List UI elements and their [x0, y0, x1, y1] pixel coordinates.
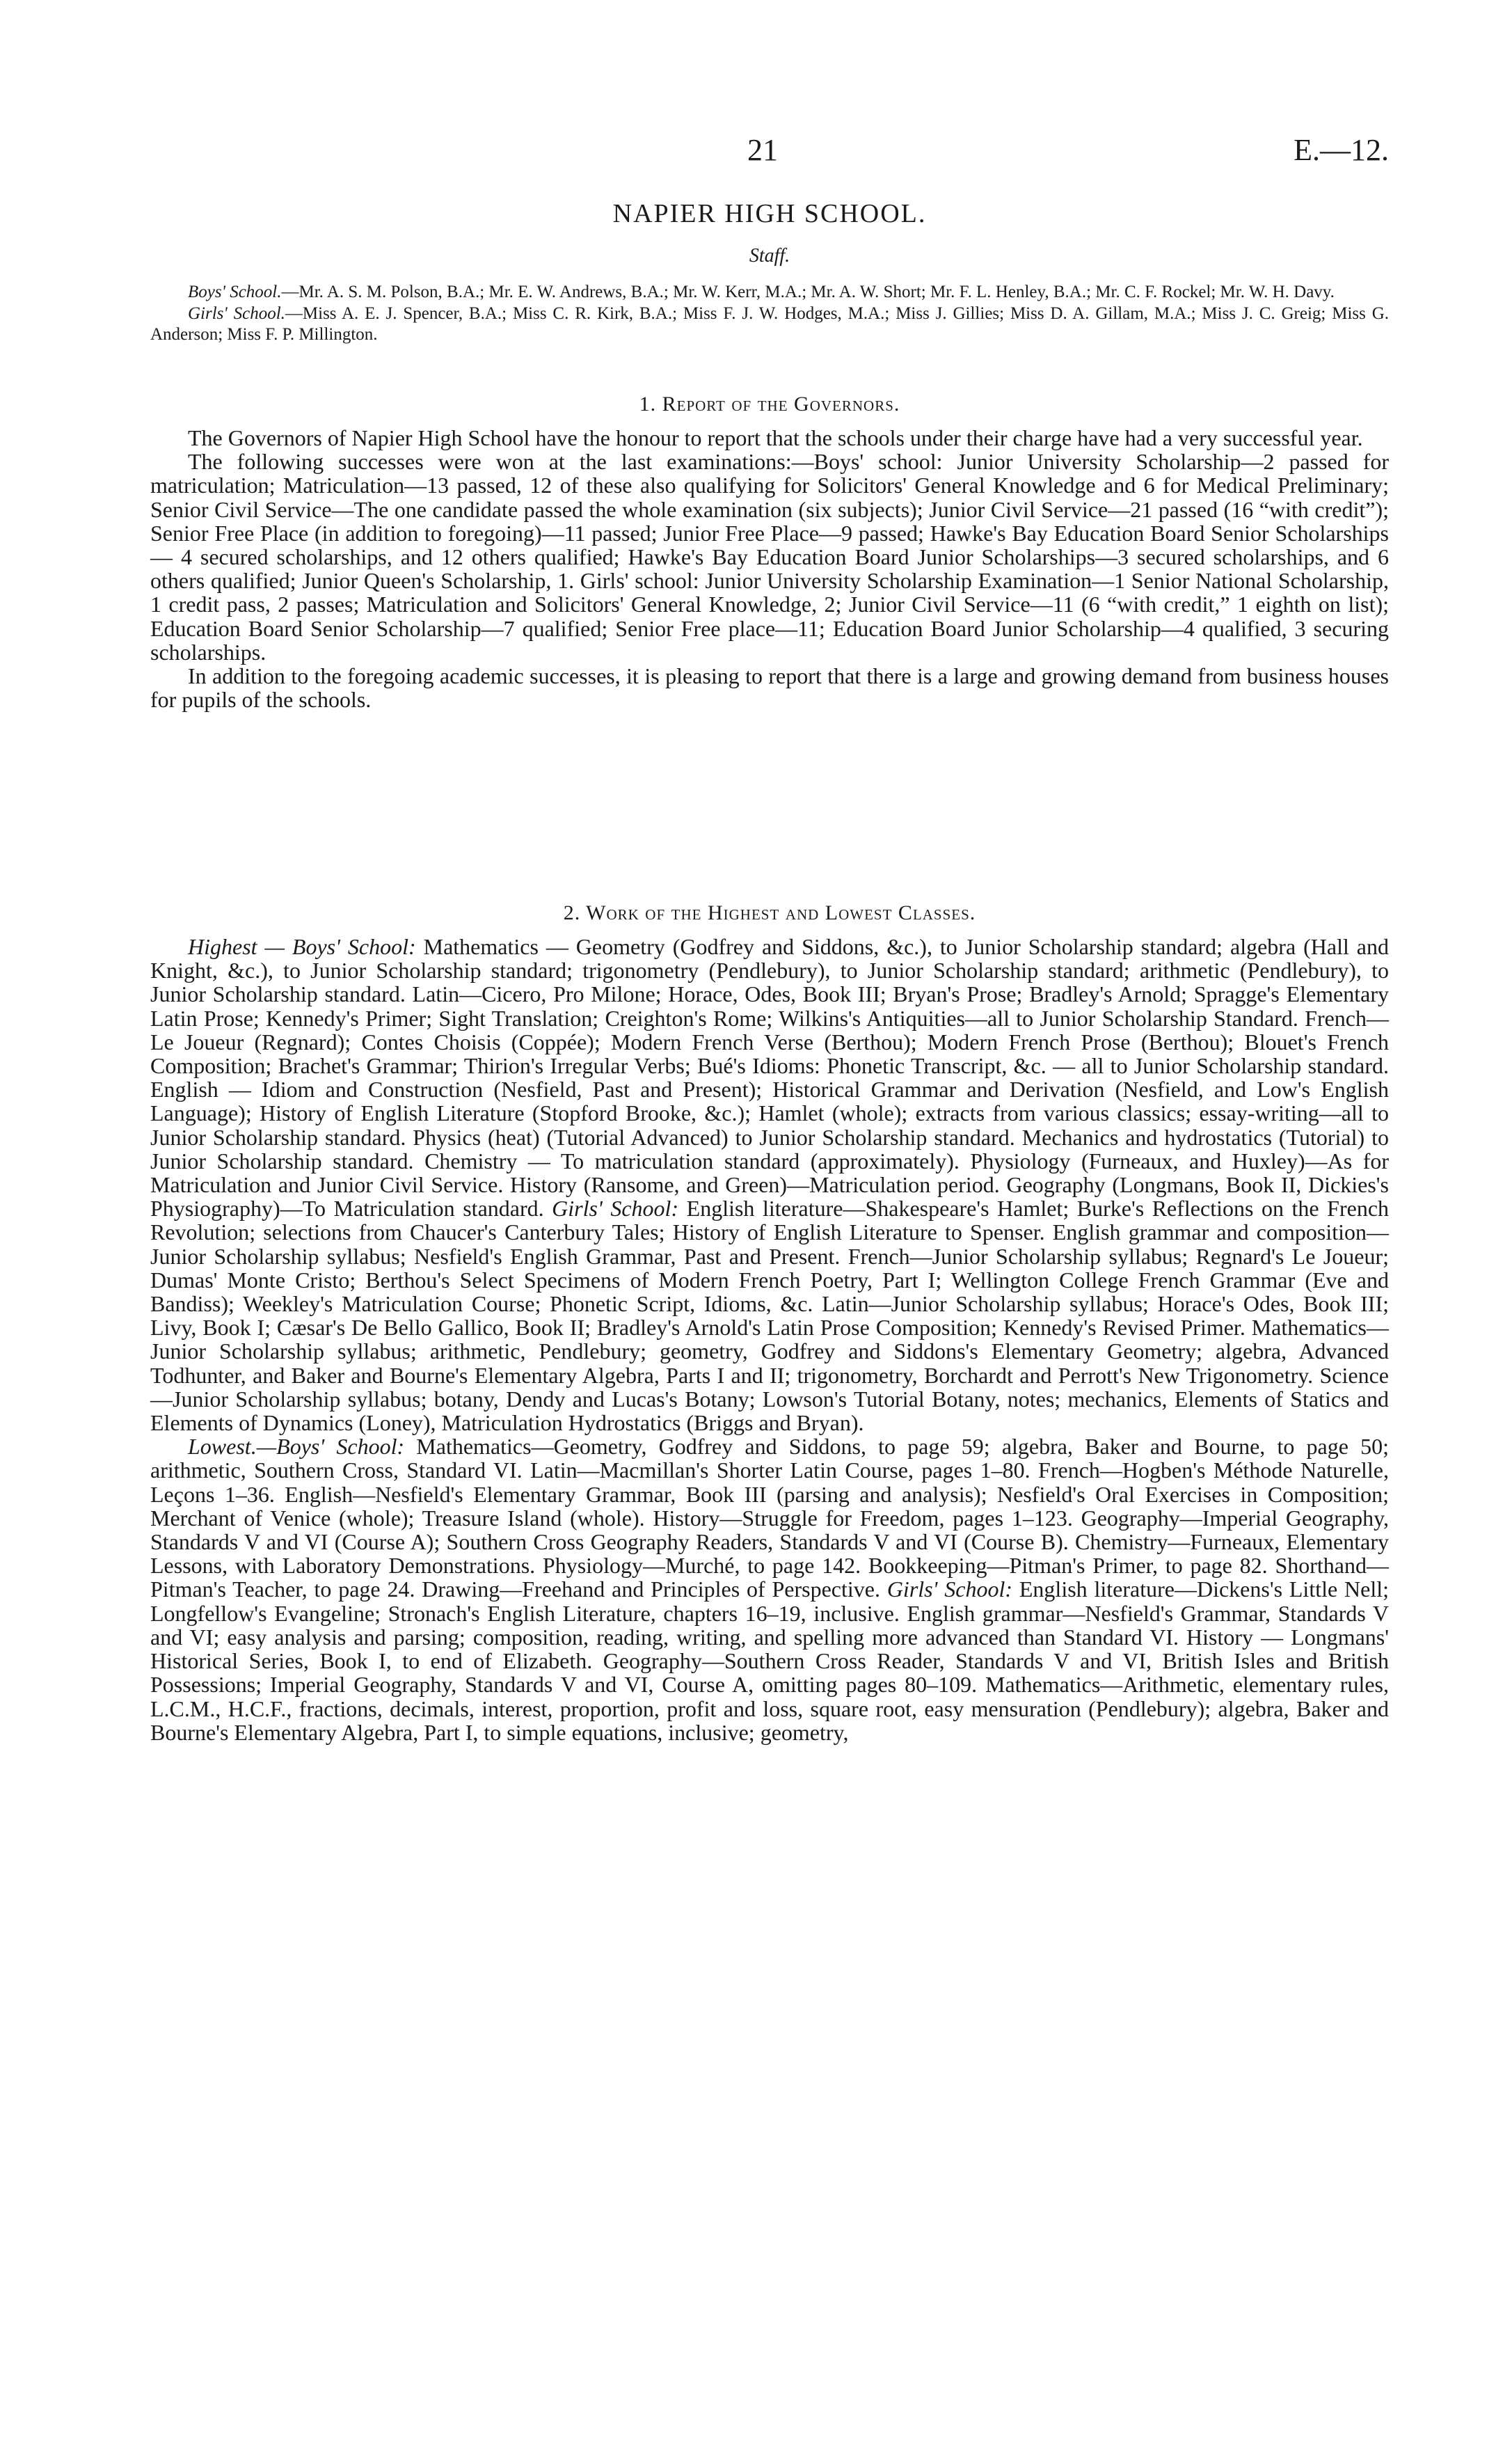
boys-staff: [150, 282, 1389, 303]
lowest-girls-text: English literature—Dickens's Little Nell; Longfellow's Evangeline; Stronach's English Literature, chapters 16–19, inclusive. English grammar—Nesfield's Grammar, Standards V and VI; easy analysis and parsing; composition, reading, writing, and spelling more advanced than Standard VI. History — Longmans' Historical Series, Book I, to end of Elizabeth. Geography—Southern Cross Reader, Standards V and VI, British Isles and British Possessions; Imperial Geography, Standards V and VI, Course A, omitting pages 80–109. Mathematics—Arithmetic, elementary rules, L.C.M., H.C.F., fractions, decimals, interest, proportion, profit and loss, square root, easy mensuration (Pendlebury); algebra, Baker and Bourne's Elementary Algebra, Part I, to simple equations, inclusive; geometry,: [150, 1576, 1390, 1745]
governors-report: [150, 426, 1389, 711]
lowest-boys-text: Mathematics—Geometry, Godfrey and Siddons, to page 59; algebra, Baker and Bourne, to page 50; arithmetic, Southern Cross, Standard VI. Latin—Macmillan's Shorter Latin Course, pages 1–80. French—Hogben's Méthode Naturelle, Leçons 1–36. English—Nesfield's Elementary Grammar, Book III (parsing and analysis); Nesfield's Oral Exercises in Composition; Merchant of Venice (whole); Treasure Island (whole). History—Struggle for Freedom, pages 1–123. Geography—Imperial Geography, Standards V and VI (Course A); Southern Cross Geography Readers, Standards V and VI (Course B). Chemistry—Furneaux, Elementary Lessons, with Laboratory Demonstrations. Physiology—Murché, to page 142. Bookkeeping—Pitman's Primer, to page 82. Shorthand—Pitman's Teacher, to page 24. Drawing—Freehand and Principles of Perspective.: [150, 1434, 1390, 1602]
lowest-boys-label: Lowest.—Boys' School:: [188, 1434, 405, 1460]
page-title: NAPIER HIGH SCHOOL.: [612, 199, 927, 228]
page-header: [150, 132, 1389, 174]
class-work: [150, 935, 1389, 1744]
highest-classes-paragraph: [150, 935, 1389, 1435]
staff-heading: Staff.: [749, 245, 790, 267]
paragraph: The Governors of Napier High School have the honour to report that the schools under their charge have had a very successful year.: [188, 425, 1363, 450]
highest-girls-text: English literature—Shakespeare's Hamlet; Burke's Reflections on the French Revolution; selections from Chaucer's Canterbury Tales; History of English Literature to Spenser. English grammar and composition—Junior Scholarship syllabus; Nesfield's English Grammar, Past and Present. French—Junior Scholarship syllabus; Regnard's Le Joueur; Dumas' Monte Cristo; Berthou's Select Specimens of Modern French Poetry, Part I; Wellington College French Grammar (Eve and Bandiss); Weekley's Matriculation Course; Phonetic Script, Idioms, &c. Latin—Junior Scholarship syllabus; Horace's Odes, Book III; Livy, Book I; Cæsar's De Bello Gallico, Book II; Bradley's Arnold's Latin Prose Composition; Kennedy's Revised Primer. Mathematics—Junior Scholarship syllabus; arithmetic, Pendlebury; geometry, Godfrey and Siddons's Elementary Geometry; algebra, Advanced Todhunter, and Baker and Bourne's Elementary Algebra, Parts I and II; trigonometry, Borchardt and Perrott's New Trigonometry. Science—Junior Scholarship syllabus; botany, Dendy and Lucas's Botany; Lowson's Tutorial Botany, notes; mechanics, Elements of Statics and Elements of Dynamics (Loney), Matriculation Hydrostatics (Briggs and Bryan).: [150, 1196, 1390, 1436]
boys-staff-text: —Mr. A. S. M. Polson, B.A.; Mr. E. W. Andrews, B.A.; Mr. W. Kerr, M.A.; Mr. A. W. Short; Mr. F. L. Henley, B.A.; Mr. C. F. Rockel; Mr. W. H. Davy.: [281, 283, 1335, 301]
highest-girls-label: Girls' School:: [552, 1196, 679, 1222]
section-heading-report: 1. Report of the Governors.: [639, 393, 900, 416]
document-reference: E.—12.: [1294, 133, 1389, 167]
girls-staff-label: Girls' School.: [188, 303, 285, 323]
lowest-girls-label: Girls' School:: [886, 1576, 1013, 1602]
highest-boys-text: Mathematics — Geometry (Godfrey and Siddons, &c.), to Junior Scholarship standard; algebra (Hall and Knight, &c.), to Junior Scholarship standard; trigonometry (Pendlebury), to Junior Scholarship standard; arithmetic (Pendlebury), to Junior Scholarship standard. Latin—Cicero, Pro Milone; Horace, Odes, Book III; Bryan's Prose; Bradley's Arnold; Spragge's Elementary Latin Prose; Kennedy's Primer; Sight Translation; Creighton's Rome; Wilkins's Antiquities—all to Junior Scholarship Standard. French—Le Joueur (Regnard); Contes Choisis (Coppée); Modern French Verse (Berthou); Modern French Prose (Berthou); Blouet's French Composition; Brachet's Grammar; Thirion's Irregular Verbs; Bué's Idioms: Phonetic Transcript, &c. — all to Junior Scholarship standard. English — Idiom and Construction (Nesfield, Past and Present); Historical Grammar and Derivation (Nesfield, and Low's English Language); History of English Literature (Stopford Brooke, &c.); Hamlet (whole); extracts from various classics; essay-writing—all to Junior Scholarship standard. Physics (heat) (Tutorial Advanced) to Junior Scholarship standard. Mechanics and hydrostatics (Tutorial) to Junior Scholarship standard. Chemistry — To matriculation standard (approximately). Physiology (Furneaux, and Huxley)—As for Matriculation and Junior Civil Service. History (Ransome, and Green)—Matriculation period. Geography (Longmans, Book II, Dickies's Physiography)—To Matriculation standard.: [150, 934, 1389, 1222]
boys-staff-label: Boys' School.: [188, 283, 282, 301]
lowest-classes-paragraph: [150, 1435, 1389, 1744]
page-number: 21: [747, 133, 778, 167]
highest-boys-label: Highest — Boys' School:: [188, 934, 416, 959]
section-heading-work: 2. Work of the Highest and Lowest Classes.: [563, 901, 976, 924]
paragraph: The following successes were won at the last examinations:—Boys' school: Junior University Scholarship—2 passed for matriculation; Matriculation—13 passed, 12 of these also qualifying for Solicitors' General Knowledge and 6 for Medical Preliminary; Senior Civil Service—The one candidate passed the whole examination (six subjects); Junior Civil Service—21 passed (16 “with credit”); Senior Free Place (in addition to foregoing)—11 passed; Junior Free Place—9 passed; Hawke's Bay Education Board Senior Scholarships — 4 secured scholarships, and 12 others qualified; Hawke's Bay Education Board Junior Scholarships—3 secured scholarships, and 6 others qualified; Junior Queen's Scholarship, 1. Girls' school: Junior University Scholarship Examination—1 Senior National Scholarship, 1 credit pass, 2 passes; Matriculation and Solicitors' General Knowledge, 2; Junior Civil Service—11 (6 “with credit,” 1 eighth on list); Education Board Senior Scholarship—7 qualified; Senior Free place—11; Education Board Junior Scholarship—4 qualified, 3 securing scholarships.: [150, 449, 1389, 665]
paragraph: In addition to the foregoing academic successes, it is pleasing to report that there is a large and growing demand from business houses for pupils of the schools.: [150, 663, 1389, 713]
staff-list: [150, 282, 1389, 346]
girls-staff: [150, 303, 1389, 346]
girls-staff-text: —Miss A. E. J. Spencer, B.A.; Miss C. R. Kirk, B.A.; Miss F. J. W. Hodges, M.A.; Miss J. Gillies; Miss D. A. Gillam, M.A.; Miss J. C. Greig; Miss G. Anderson; Miss F. P. Millington.: [150, 303, 1389, 344]
